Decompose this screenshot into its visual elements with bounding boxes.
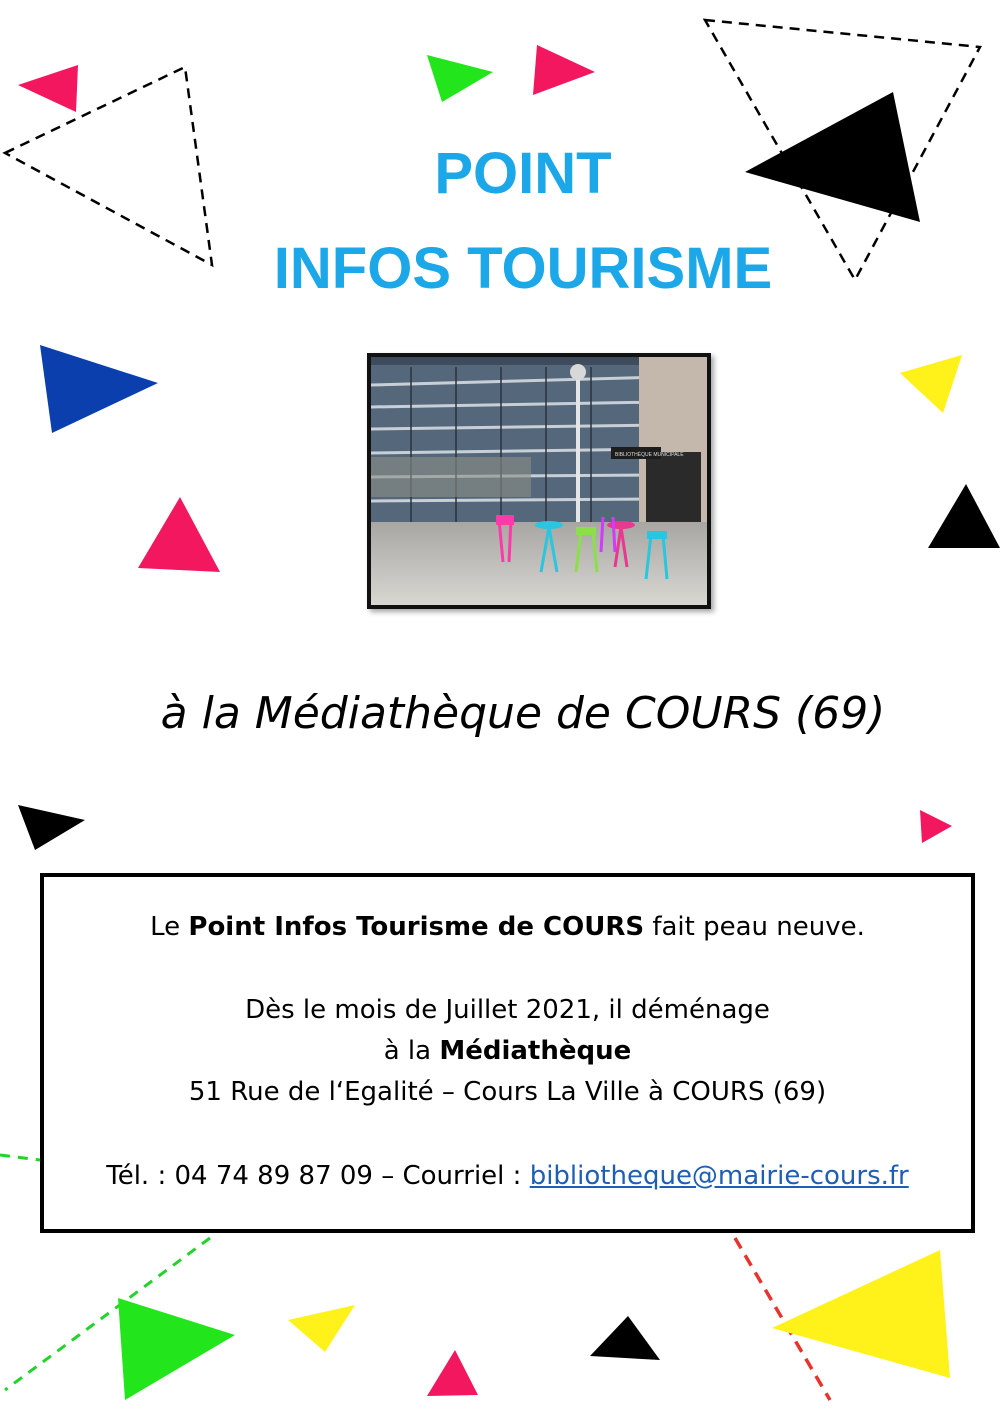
mediatheque-bold: Médiathèque	[439, 1036, 632, 1066]
black-triangle-bottom	[590, 1316, 660, 1360]
contact-line	[44, 1156, 971, 1197]
yellow-triangle-large	[772, 1250, 950, 1378]
mediatheque-photo	[367, 353, 711, 609]
black-triangle-left	[18, 805, 85, 850]
photo-sign-text: BIBLIOTHÈQUE MUNICIPALE	[615, 452, 684, 458]
green-triangle-1	[427, 55, 493, 102]
info-paragraph-2	[44, 990, 971, 1113]
yellow-triangle-2	[288, 1305, 355, 1352]
pink-triangle-4	[920, 810, 952, 843]
green-triangle-2	[118, 1298, 235, 1400]
move-date-line: Dès le mois de Juillet 2021, il déménage	[245, 995, 770, 1025]
pink-triangle-5	[427, 1350, 478, 1396]
pink-triangle-2	[533, 45, 595, 95]
info-text: à la	[383, 1036, 440, 1066]
address-line: 51 Rue de l‘Egalité – Cours La Ville à COURS (69)	[188, 1077, 827, 1107]
info-paragraph-1	[44, 907, 971, 948]
info-text: Le	[150, 912, 189, 942]
move-location-line	[44, 1031, 971, 1072]
blue-triangle	[40, 345, 158, 433]
info-text: fait peau neuve.	[644, 912, 865, 942]
info-box	[40, 873, 975, 1233]
dashed-line-green-top	[0, 1155, 40, 1160]
yellow-triangle-1	[900, 355, 962, 413]
title-line-2: INFOS TOURISME	[273, 236, 773, 301]
title-line-1: POINT	[434, 141, 612, 206]
phone-text: Tél. : 04 74 89 87 09 – Courriel :	[106, 1161, 530, 1191]
mediatheque-building-illustration	[371, 357, 707, 605]
info-bold-name: Point Infos Tourisme de COURS	[188, 912, 645, 942]
pink-triangle-1	[18, 65, 78, 112]
email-link[interactable]: bibliotheque@mairie-cours.fr	[529, 1161, 909, 1191]
subtitle: à la Médiathèque de COURS (69)	[160, 688, 886, 739]
pink-triangle-3	[138, 497, 220, 572]
black-triangle-right	[928, 484, 1000, 548]
